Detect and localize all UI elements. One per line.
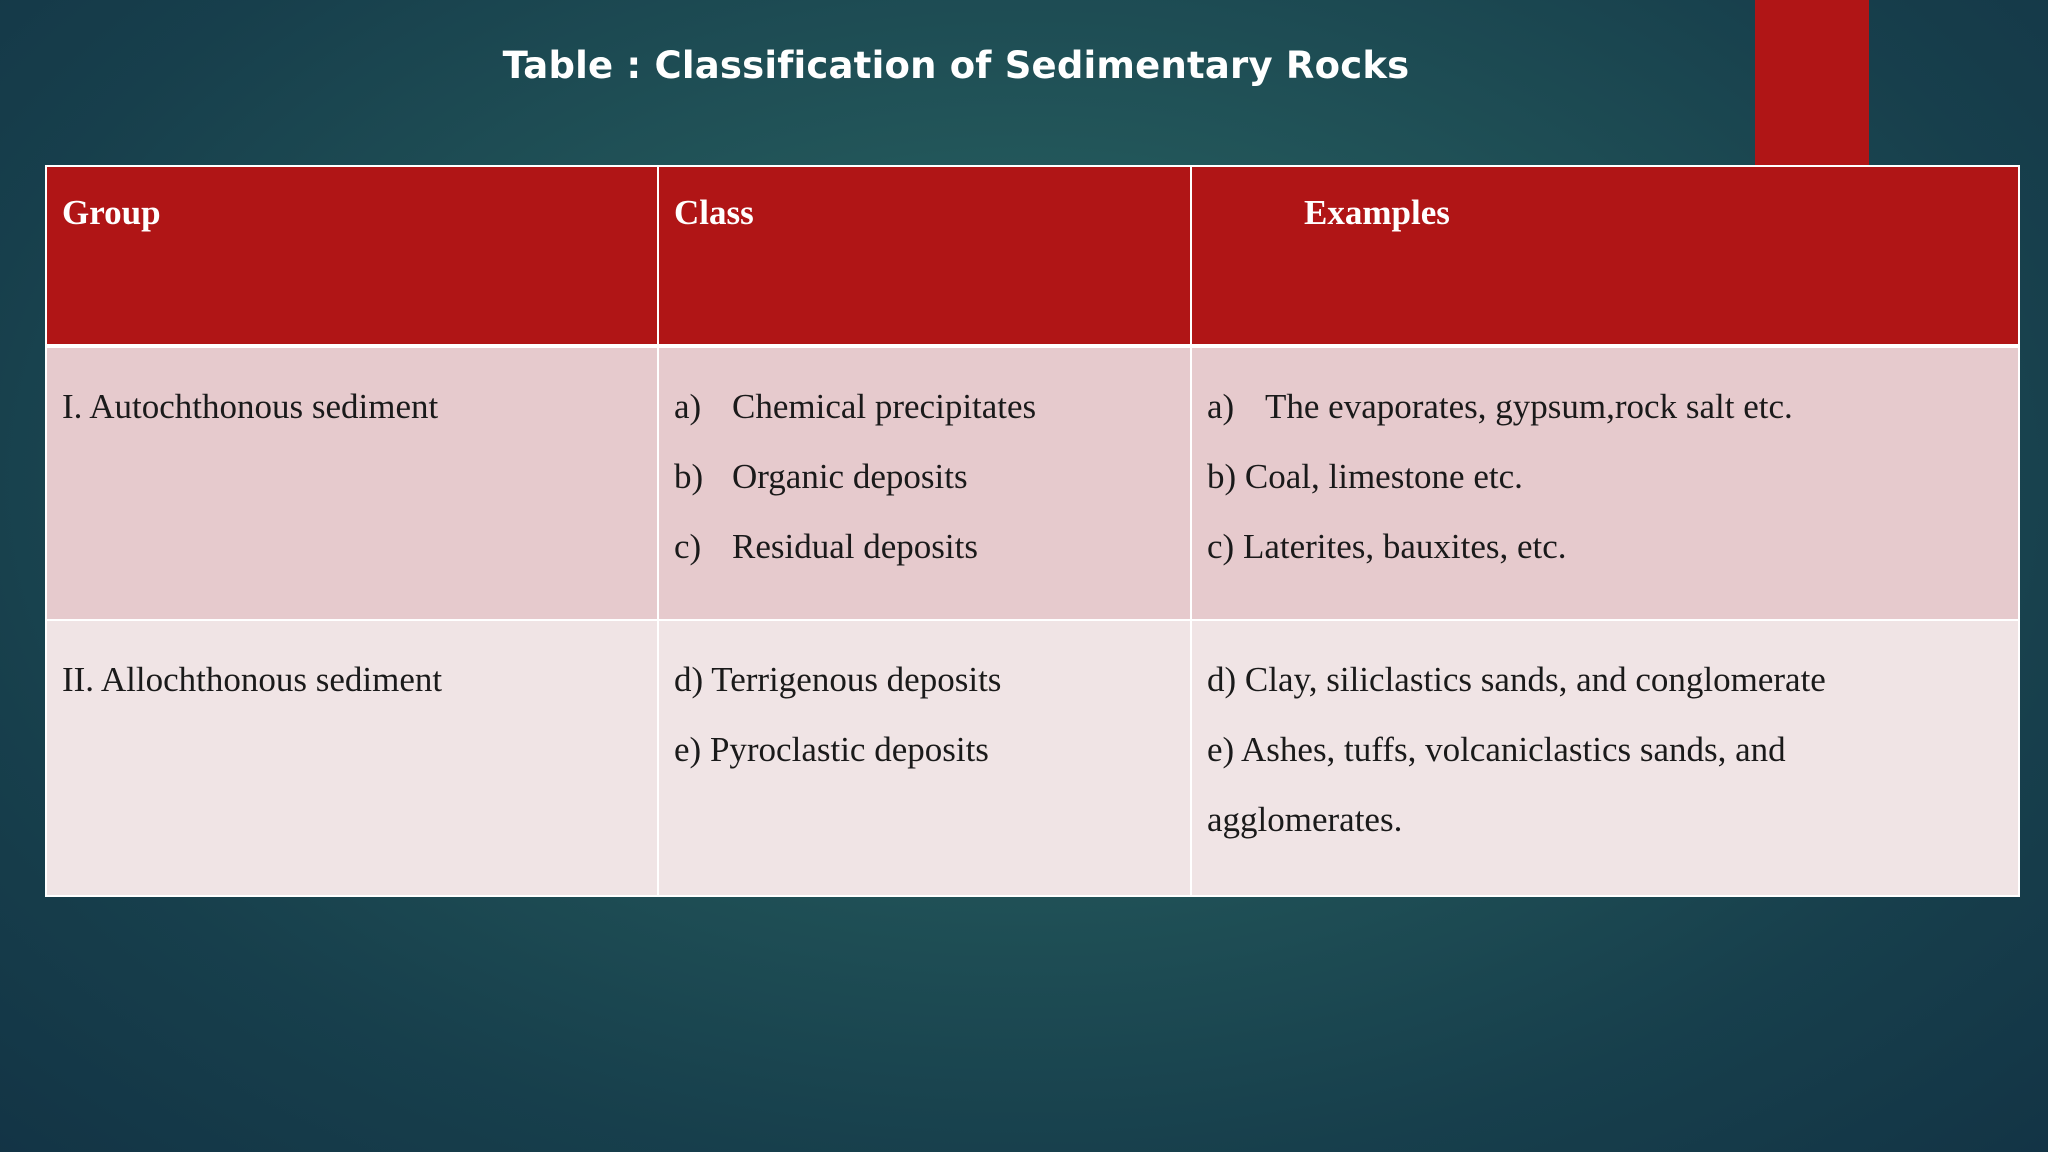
slide-title: Table : Classification of Sedimentary Rocks: [502, 44, 1410, 87]
class-item-text: Organic deposits: [732, 457, 968, 496]
group-label: I. Autochthonous sediment: [62, 387, 439, 426]
class-item-text: Chemical precipitates: [732, 387, 1037, 426]
group-label: II. Allochthonous sediment: [62, 660, 443, 699]
example-item: agglomerates.: [1207, 800, 1403, 839]
header-class: Class: [658, 166, 1191, 346]
list-marker: a): [674, 387, 702, 426]
class-cell: [658, 346, 1191, 620]
class-item: d) Terrigenous deposits: [674, 660, 1002, 699]
header-examples: Examples: [1191, 166, 2019, 346]
example-item: d) Clay, siliclastics sands, and conglomerate: [1207, 660, 1826, 699]
class-item: [674, 512, 1175, 582]
group-cell: [46, 620, 658, 896]
class-item: [674, 372, 1175, 442]
table-row: [46, 346, 2019, 620]
group-cell: [46, 346, 658, 620]
table-row: [46, 620, 2019, 896]
class-cell: [658, 620, 1191, 896]
examples-cell: [1191, 346, 2019, 620]
class-item: e) Pyroclastic deposits: [674, 730, 989, 769]
list-marker: a): [1207, 387, 1235, 426]
examples-cell: [1191, 620, 2019, 896]
classification-table: [45, 165, 2020, 897]
list-marker: c): [674, 527, 702, 566]
example-item: c) Laterites, bauxites, etc.: [1207, 527, 1567, 566]
class-item-text: Residual deposits: [732, 527, 978, 566]
list-marker: b): [674, 457, 704, 496]
table-header-row: [46, 166, 2019, 346]
example-item: b) Coal, limestone etc.: [1207, 457, 1523, 496]
header-group: Group: [46, 166, 658, 346]
class-item: [674, 442, 1175, 512]
example-item: e) Ashes, tuffs, volcaniclastics sands, and: [1207, 730, 1786, 769]
example-item-text: The evaporates, gypsum,rock salt etc.: [1265, 387, 1793, 426]
example-item: [1207, 372, 2003, 442]
